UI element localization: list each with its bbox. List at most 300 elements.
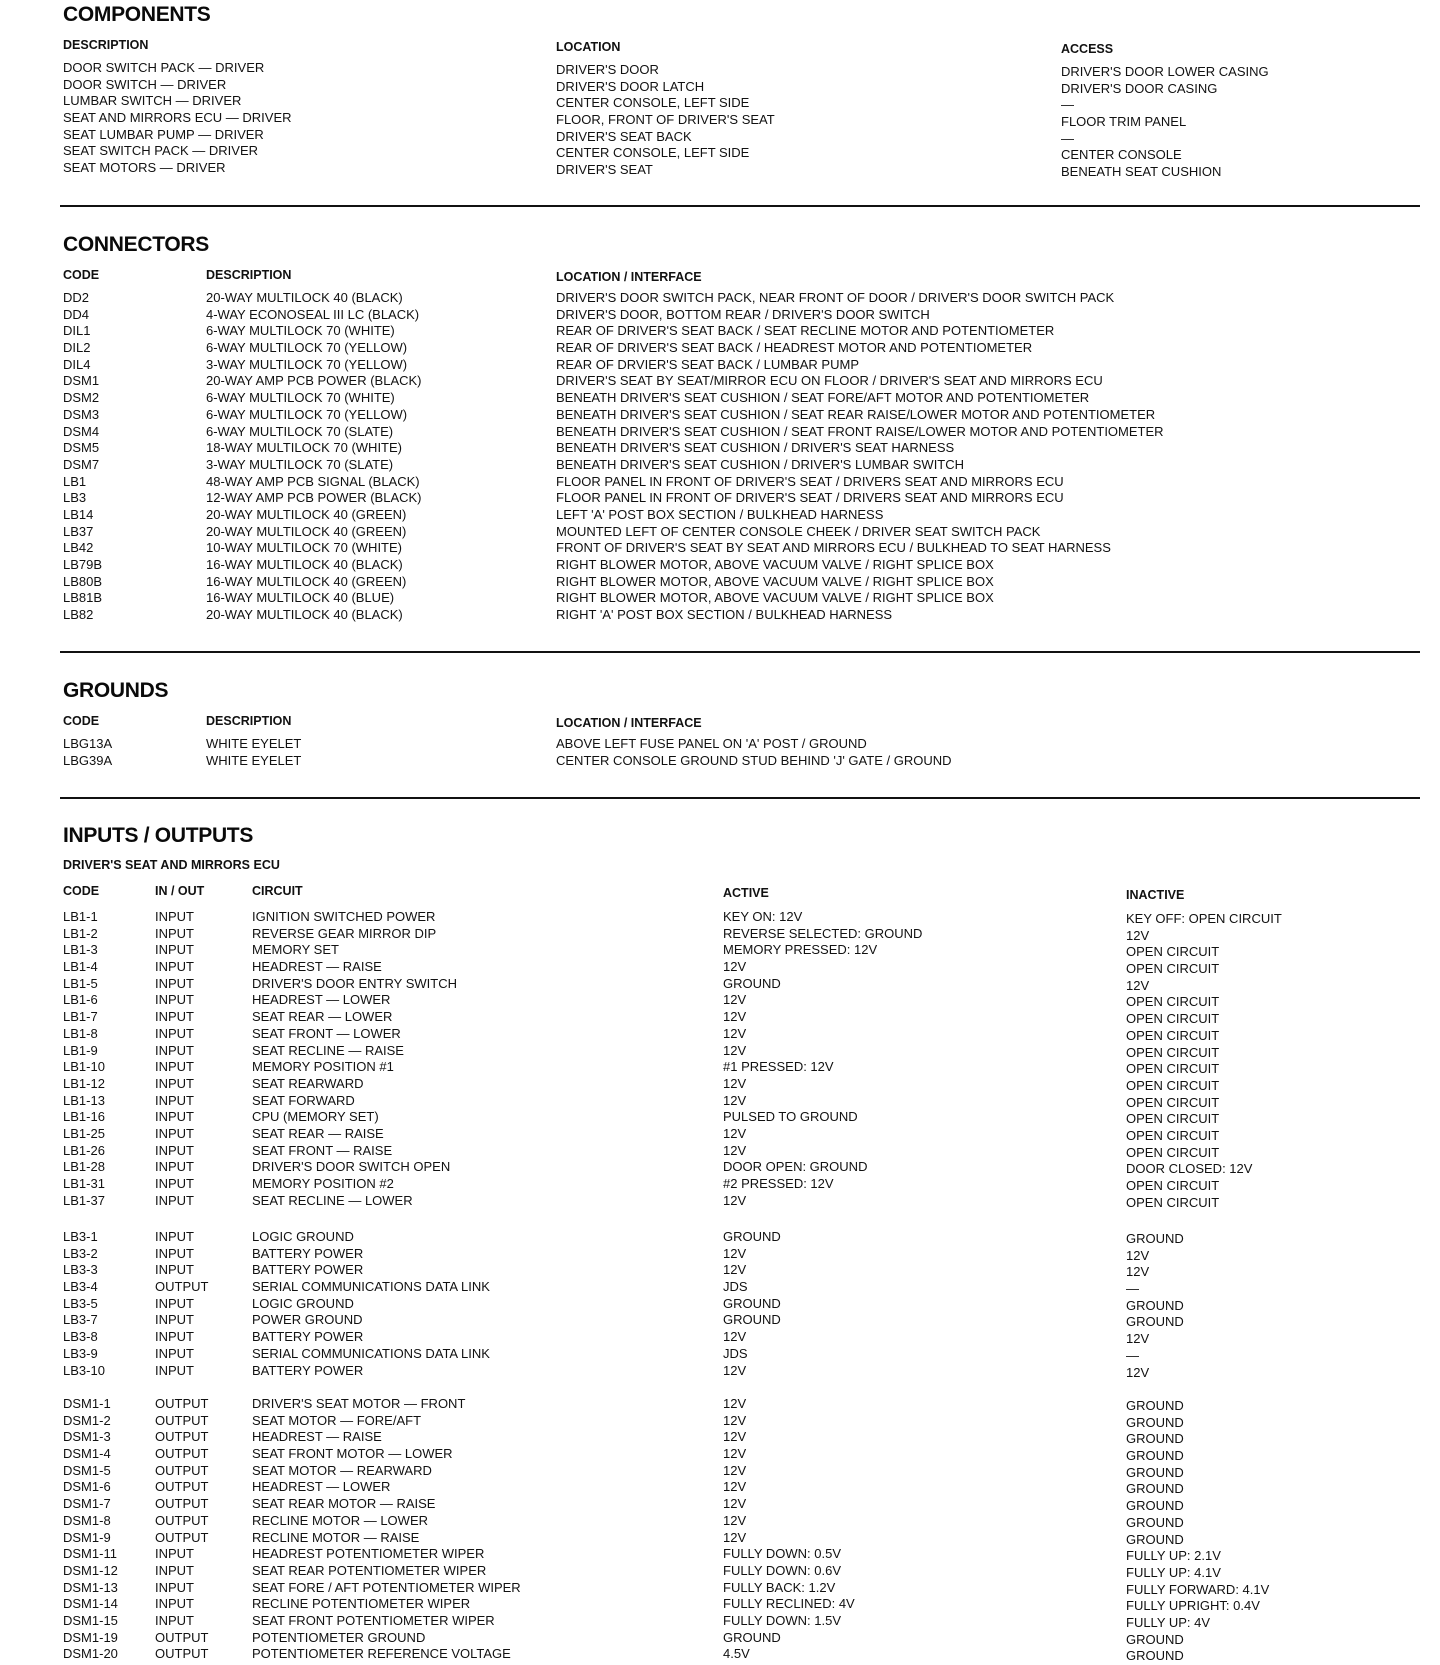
io-row bbox=[0, 1043, 1440, 1060]
io-row bbox=[0, 959, 1440, 976]
io-active: 12V bbox=[723, 1142, 747, 1158]
grounds-header-code: CODE bbox=[63, 714, 100, 728]
io-active: 12V bbox=[723, 1396, 747, 1411]
grounds-table bbox=[0, 736, 1440, 769]
connector-description: 6-WAY MULTILOCK 70 (WHITE) bbox=[206, 390, 395, 406]
io-inactive: GROUND bbox=[1126, 1464, 1184, 1480]
io-inout: OUTPUT bbox=[155, 1479, 209, 1495]
io-active: 4.5V bbox=[723, 1646, 750, 1662]
io-inout: INPUT bbox=[155, 1092, 194, 1108]
io-inactive: 12V bbox=[1126, 1264, 1150, 1280]
io-inout: INPUT bbox=[155, 1229, 194, 1244]
component-description: DOOR SWITCH — DRIVER bbox=[63, 76, 227, 92]
io-circuit: MEMORY POSITION #1 bbox=[252, 1059, 394, 1075]
connector-location: FRONT OF DRIVER'S SEAT BY SEAT AND MIRRORS ECU / BULKHEAD TO SEAT HARNESS bbox=[556, 540, 1111, 556]
io-code: LB3-9 bbox=[63, 1345, 98, 1361]
connector-row bbox=[0, 440, 1440, 457]
io-active: 12V bbox=[723, 1262, 747, 1278]
io-circuit: REVERSE GEAR MIRROR DIP bbox=[252, 925, 437, 941]
io-inout: INPUT bbox=[155, 959, 194, 975]
connector-location: BENEATH DRIVER'S SEAT CUSHION / SEAT REAR RAISE/LOWER MOTOR AND POTENTIOMETER bbox=[556, 406, 1156, 422]
component-description: LUMBAR SWITCH — DRIVER bbox=[63, 93, 242, 109]
io-row bbox=[0, 1312, 1440, 1329]
io-inout: INPUT bbox=[155, 1075, 194, 1091]
connector-description: 16-WAY MULTILOCK 40 (GREEN) bbox=[206, 573, 407, 589]
connector-code: DD4 bbox=[63, 306, 90, 322]
connector-description: 20-WAY MULTILOCK 40 (GREEN) bbox=[206, 523, 407, 539]
io-inactive: FULLY UP: 2.1V bbox=[1126, 1548, 1221, 1564]
connector-description: 6-WAY MULTILOCK 70 (YELLOW) bbox=[206, 340, 408, 356]
io-inactive: OPEN CIRCUIT bbox=[1126, 1178, 1220, 1193]
io-code: LB3-5 bbox=[63, 1295, 98, 1311]
io-code: DSM1-2 bbox=[63, 1412, 111, 1428]
io-active: GROUND bbox=[723, 975, 781, 991]
io-circuit: SERIAL COMMUNICATIONS DATA LINK bbox=[252, 1345, 490, 1361]
connector-description: 6-WAY MULTILOCK 70 (YELLOW) bbox=[206, 406, 408, 422]
components-location-list bbox=[556, 62, 775, 179]
io-code: LB3-4 bbox=[63, 1279, 98, 1295]
component-location: DRIVER'S SEAT bbox=[556, 162, 653, 178]
io-inout: INPUT bbox=[155, 1345, 194, 1361]
connectors-header-location: LOCATION / INTERFACE bbox=[556, 270, 702, 284]
io-code: LB1-1 bbox=[63, 909, 98, 924]
connector-row bbox=[0, 557, 1440, 574]
connector-row bbox=[0, 407, 1440, 424]
io-inout: INPUT bbox=[155, 1176, 194, 1191]
io-code: LB3-7 bbox=[63, 1312, 98, 1328]
io-row bbox=[0, 1109, 1440, 1126]
io-row bbox=[0, 1496, 1440, 1513]
io-active: 12V bbox=[723, 1009, 747, 1025]
connector-row bbox=[0, 474, 1440, 491]
io-row bbox=[0, 1363, 1440, 1380]
ground-location: CENTER CONSOLE GROUND STUD BEHIND 'J' GATE / GROUND bbox=[556, 752, 952, 768]
component-description: DOOR SWITCH PACK — DRIVER bbox=[63, 60, 265, 75]
io-circuit: SEAT FRONT — LOWER bbox=[252, 1025, 401, 1041]
io-active: 12V bbox=[723, 1092, 747, 1108]
io-circuit: DRIVER'S DOOR ENTRY SWITCH bbox=[252, 975, 457, 991]
connector-row bbox=[0, 507, 1440, 524]
io-row bbox=[0, 992, 1440, 1009]
io-code: DSM1-11 bbox=[63, 1546, 117, 1562]
io-row bbox=[0, 976, 1440, 993]
io-inout: INPUT bbox=[155, 1262, 194, 1278]
io-code: DSM1-15 bbox=[63, 1612, 118, 1628]
io-active: 12V bbox=[723, 1412, 747, 1428]
io-inactive: 12V bbox=[1126, 977, 1150, 993]
io-inout: OUTPUT bbox=[155, 1496, 209, 1512]
io-row bbox=[0, 1076, 1440, 1093]
io-circuit: CPU (MEMORY SET) bbox=[252, 1109, 379, 1125]
connector-location: FLOOR PANEL IN FRONT OF DRIVER'S SEAT / DRIVERS SEAT AND MIRRORS ECU bbox=[556, 473, 1064, 489]
io-row bbox=[0, 1329, 1440, 1346]
io-header-circuit: CIRCUIT bbox=[252, 884, 303, 898]
io-code: DSM1-3 bbox=[63, 1429, 111, 1445]
io-code: LB3-10 bbox=[63, 1362, 105, 1378]
io-circuit: SEAT REARWARD bbox=[252, 1075, 364, 1091]
io-active: 12V bbox=[723, 992, 747, 1008]
io-code: DSM1-7 bbox=[63, 1496, 111, 1512]
connector-description: 12-WAY AMP PCB POWER (BLACK) bbox=[206, 490, 422, 506]
io-active: MEMORY PRESSED: 12V bbox=[723, 942, 878, 958]
io-active: 12V bbox=[723, 1512, 747, 1528]
io-inout: INPUT bbox=[155, 1295, 194, 1311]
io-active: JDS bbox=[723, 1345, 748, 1361]
io-inout: INPUT bbox=[155, 1329, 194, 1345]
io-row bbox=[0, 1346, 1440, 1363]
components-header-access: ACCESS bbox=[1061, 42, 1114, 56]
io-inout: INPUT bbox=[155, 1109, 194, 1125]
io-row bbox=[0, 1479, 1440, 1496]
io-active: FULLY RECLINED: 4V bbox=[723, 1596, 855, 1612]
connector-code: LB79B bbox=[63, 557, 103, 572]
io-inactive: 12V bbox=[1126, 1364, 1150, 1380]
connector-row bbox=[0, 323, 1440, 340]
io-circuit: HEADREST — RAISE bbox=[252, 959, 382, 975]
io-row bbox=[0, 1563, 1440, 1580]
ground-description: WHITE EYELET bbox=[206, 736, 302, 751]
io-active: 12V bbox=[723, 1042, 747, 1058]
io-header-active: ACTIVE bbox=[723, 886, 769, 900]
io-row bbox=[0, 909, 1440, 926]
connector-code: LB37 bbox=[63, 523, 94, 539]
component-access: CENTER CONSOLE bbox=[1061, 147, 1182, 163]
io-inactive: OPEN CIRCUIT bbox=[1126, 1011, 1220, 1027]
connector-code: LB42 bbox=[63, 540, 94, 556]
io-code: LB1-5 bbox=[63, 975, 98, 991]
component-location: CENTER CONSOLE, LEFT SIDE bbox=[556, 95, 750, 111]
io-inactive: OPEN CIRCUIT bbox=[1126, 944, 1220, 960]
io-inout: INPUT bbox=[155, 1596, 194, 1612]
io-row bbox=[0, 1463, 1440, 1480]
connector-location: DRIVER'S DOOR, BOTTOM REAR / DRIVER'S DOOR SWITCH bbox=[556, 306, 930, 322]
component-access: FLOOR TRIM PANEL bbox=[1061, 114, 1187, 130]
io-inactive: OPEN CIRCUIT bbox=[1126, 1061, 1220, 1077]
io-active: 12V bbox=[723, 1025, 747, 1041]
io-circuit: LOGIC GROUND bbox=[252, 1295, 354, 1311]
component-location: DRIVER'S DOOR LATCH bbox=[556, 78, 705, 94]
io-code: DSM1-20 bbox=[63, 1646, 118, 1662]
io-inactive: — bbox=[1126, 1281, 1139, 1297]
io-inout: OUTPUT bbox=[155, 1629, 209, 1645]
connectors-header-code: CODE bbox=[63, 268, 100, 282]
io-code: LB1-37 bbox=[63, 1192, 105, 1208]
io-inout: INPUT bbox=[155, 1025, 194, 1041]
io-code: LB1-28 bbox=[63, 1159, 105, 1175]
io-active: FULLY DOWN: 1.5V bbox=[723, 1612, 841, 1628]
io-circuit: SEAT MOTOR — FORE/AFT bbox=[252, 1412, 422, 1428]
io-table-group-lb3 bbox=[0, 1229, 1440, 1379]
components-access-list bbox=[1061, 64, 1269, 181]
io-circuit: HEADREST POTENTIOMETER WIPER bbox=[252, 1546, 485, 1562]
io-table-group-dsm1 bbox=[0, 1396, 1440, 1663]
io-active: 12V bbox=[723, 1362, 747, 1378]
connector-row bbox=[0, 373, 1440, 390]
io-inactive: — bbox=[1126, 1347, 1139, 1363]
connector-description: 20-WAY AMP PCB POWER (BLACK) bbox=[206, 373, 422, 389]
connector-row bbox=[0, 607, 1440, 624]
connector-description: 20-WAY MULTILOCK 40 (BLACK) bbox=[206, 290, 403, 305]
io-inout: OUTPUT bbox=[155, 1646, 209, 1662]
io-code: LB1-10 bbox=[63, 1059, 105, 1075]
io-circuit: HEADREST — RAISE bbox=[252, 1429, 382, 1445]
connector-description: 16-WAY MULTILOCK 40 (BLUE) bbox=[206, 590, 395, 606]
io-row bbox=[0, 1546, 1440, 1563]
io-code: LB3-3 bbox=[63, 1262, 98, 1278]
connector-location: DRIVER'S SEAT BY SEAT/MIRROR ECU ON FLOOR / DRIVER'S SEAT AND MIRRORS ECU bbox=[556, 373, 1103, 389]
connector-location: RIGHT BLOWER MOTOR, ABOVE VACUUM VALVE / RIGHT SPLICE BOX bbox=[556, 573, 994, 589]
io-inactive: GROUND bbox=[1126, 1498, 1184, 1514]
io-code: LB1-13 bbox=[63, 1092, 105, 1108]
io-inactive: OPEN CIRCUIT bbox=[1126, 1127, 1220, 1143]
io-inactive: OPEN CIRCUIT bbox=[1126, 961, 1220, 977]
component-location: DRIVER'S DOOR bbox=[556, 62, 659, 77]
io-code: DSM1-12 bbox=[63, 1562, 118, 1578]
connector-code: LB1 bbox=[63, 473, 87, 489]
io-inactive: OPEN CIRCUIT bbox=[1126, 1027, 1220, 1043]
io-inactive: 12V bbox=[1126, 1331, 1150, 1347]
io-active: 12V bbox=[723, 1462, 747, 1478]
io-inactive: GROUND bbox=[1126, 1314, 1184, 1330]
io-inactive: 12V bbox=[1126, 927, 1150, 943]
io-row bbox=[0, 1630, 1440, 1647]
io-active: #1 PRESSED: 12V bbox=[723, 1059, 834, 1075]
components-header-description: DESCRIPTION bbox=[63, 38, 149, 52]
components-title: COMPONENTS bbox=[63, 3, 211, 26]
io-row bbox=[0, 1596, 1440, 1613]
connector-description: 6-WAY MULTILOCK 70 (SLATE) bbox=[206, 423, 394, 439]
io-inout: INPUT bbox=[155, 909, 194, 924]
io-code: DSM1-14 bbox=[63, 1596, 118, 1612]
connector-location: BENEATH DRIVER'S SEAT CUSHION / DRIVER'S LUMBAR SWITCH bbox=[556, 456, 965, 472]
io-active: FULLY DOWN: 0.5V bbox=[723, 1546, 841, 1562]
io-active: 12V bbox=[723, 1429, 747, 1445]
io-code: DSM1-9 bbox=[63, 1529, 111, 1545]
io-circuit: DRIVER'S SEAT MOTOR — FRONT bbox=[252, 1396, 466, 1411]
io-row bbox=[0, 926, 1440, 943]
io-circuit: SEAT FORWARD bbox=[252, 1092, 355, 1108]
ground-code: LBG13A bbox=[63, 736, 113, 751]
io-code: LB1-25 bbox=[63, 1125, 105, 1141]
section-divider bbox=[60, 797, 1420, 799]
io-inactive: GROUND bbox=[1126, 1448, 1184, 1464]
io-row bbox=[0, 1446, 1440, 1463]
ground-code: LBG39A bbox=[63, 752, 113, 768]
io-subtitle: DRIVER'S SEAT AND MIRRORS ECU bbox=[63, 858, 280, 872]
io-inactive: OPEN CIRCUIT bbox=[1126, 1144, 1220, 1160]
component-access: — bbox=[1061, 97, 1074, 113]
connector-code: LB82 bbox=[63, 607, 94, 623]
component-access: — bbox=[1061, 130, 1074, 146]
connector-row bbox=[0, 307, 1440, 324]
io-row bbox=[0, 1279, 1440, 1296]
io-circuit: IGNITION SWITCHED POWER bbox=[252, 909, 436, 924]
io-code: DSM1-6 bbox=[63, 1479, 111, 1495]
io-active: 12V bbox=[723, 1479, 747, 1495]
io-circuit: SEAT RECLINE — RAISE bbox=[252, 1042, 404, 1058]
io-row bbox=[0, 1093, 1440, 1110]
io-code: LB1-12 bbox=[63, 1075, 105, 1091]
grounds-header-description: DESCRIPTION bbox=[206, 714, 292, 728]
io-active: REVERSE SELECTED: GROUND bbox=[723, 925, 923, 941]
io-inactive: OPEN CIRCUIT bbox=[1126, 1194, 1220, 1210]
io-circuit: SEAT REAR — RAISE bbox=[252, 1125, 384, 1141]
io-circuit: BATTERY POWER bbox=[252, 1362, 364, 1378]
io-inactive: OPEN CIRCUIT bbox=[1126, 1077, 1220, 1093]
io-inout: OUTPUT bbox=[155, 1396, 209, 1411]
io-row bbox=[0, 1159, 1440, 1176]
io-row bbox=[0, 1396, 1440, 1413]
io-circuit: MEMORY SET bbox=[252, 942, 339, 958]
connector-description: 6-WAY MULTILOCK 70 (WHITE) bbox=[206, 323, 395, 339]
io-circuit: HEADREST — LOWER bbox=[252, 1479, 391, 1495]
io-circuit: LOGIC GROUND bbox=[252, 1229, 354, 1244]
io-circuit: MEMORY POSITION #2 bbox=[252, 1176, 394, 1191]
io-active: FULLY BACK: 1.2V bbox=[723, 1579, 836, 1595]
io-inactive: FULLY UPRIGHT: 0.4V bbox=[1126, 1598, 1260, 1614]
io-inout: INPUT bbox=[155, 1042, 194, 1058]
io-inactive: GROUND bbox=[1126, 1631, 1184, 1647]
io-row bbox=[0, 1176, 1440, 1193]
io-code: LB1-8 bbox=[63, 1025, 98, 1041]
connector-code: DSM5 bbox=[63, 440, 100, 456]
io-row bbox=[0, 1580, 1440, 1597]
io-row bbox=[0, 1613, 1440, 1630]
io-inout: INPUT bbox=[155, 925, 194, 941]
io-active: #2 PRESSED: 12V bbox=[723, 1176, 834, 1191]
io-inactive: OPEN CIRCUIT bbox=[1126, 994, 1220, 1010]
io-code: DSM1-5 bbox=[63, 1462, 111, 1478]
connector-location: RIGHT 'A' POST BOX SECTION / BULKHEAD HARNESS bbox=[556, 607, 893, 623]
io-row bbox=[0, 1009, 1440, 1026]
io-active: KEY ON: 12V bbox=[723, 909, 803, 924]
ground-description: WHITE EYELET bbox=[206, 752, 302, 768]
connector-row bbox=[0, 424, 1440, 441]
io-inout: INPUT bbox=[155, 1579, 194, 1595]
io-inout: INPUT bbox=[155, 1312, 194, 1328]
connector-location: LEFT 'A' POST BOX SECTION / BULKHEAD HARNESS bbox=[556, 506, 884, 522]
io-active: GROUND bbox=[723, 1312, 781, 1328]
connector-description: 3-WAY MULTILOCK 70 (YELLOW) bbox=[206, 356, 408, 372]
io-circuit: POWER GROUND bbox=[252, 1312, 363, 1328]
connector-location: FLOOR PANEL IN FRONT OF DRIVER'S SEAT / DRIVERS SEAT AND MIRRORS ECU bbox=[556, 490, 1064, 506]
io-circuit: POTENTIOMETER GROUND bbox=[252, 1629, 426, 1645]
io-circuit: POTENTIOMETER REFERENCE VOLTAGE bbox=[252, 1646, 511, 1662]
io-code: DSM1-1 bbox=[63, 1396, 111, 1411]
io-inout: OUTPUT bbox=[155, 1529, 209, 1545]
io-inout: OUTPUT bbox=[155, 1412, 209, 1428]
io-inactive: GROUND bbox=[1126, 1648, 1184, 1664]
connector-description: 10-WAY MULTILOCK 70 (WHITE) bbox=[206, 540, 402, 556]
io-code: LB1-4 bbox=[63, 959, 98, 975]
io-inout: INPUT bbox=[155, 1245, 194, 1261]
io-circuit: BATTERY POWER bbox=[252, 1329, 364, 1345]
io-row bbox=[0, 1026, 1440, 1043]
connector-row bbox=[0, 490, 1440, 507]
connector-row bbox=[0, 290, 1440, 307]
component-access: BENEATH SEAT CUSHION bbox=[1061, 164, 1222, 180]
io-inout: INPUT bbox=[155, 1192, 194, 1208]
io-circuit: SEAT FRONT MOTOR — LOWER bbox=[252, 1446, 453, 1462]
io-circuit: SEAT REAR MOTOR — RAISE bbox=[252, 1496, 436, 1512]
io-header-inout: IN / OUT bbox=[155, 884, 205, 898]
connector-description: 3-WAY MULTILOCK 70 (SLATE) bbox=[206, 456, 394, 472]
io-active: GROUND bbox=[723, 1295, 781, 1311]
io-code: LB3-2 bbox=[63, 1245, 98, 1261]
connector-code: LB81B bbox=[63, 590, 103, 606]
io-inactive: OPEN CIRCUIT bbox=[1126, 1111, 1220, 1127]
io-active: PULSED TO GROUND bbox=[723, 1109, 858, 1125]
io-row bbox=[0, 1530, 1440, 1547]
io-active: 12V bbox=[723, 1192, 747, 1208]
io-circuit: HEADREST — LOWER bbox=[252, 992, 391, 1008]
io-active: FULLY DOWN: 0.6V bbox=[723, 1562, 841, 1578]
connector-location: REAR OF DRIVER'S SEAT BACK / SEAT RECLINE MOTOR AND POTENTIOMETER bbox=[556, 323, 1055, 339]
io-code: DSM1-13 bbox=[63, 1579, 118, 1595]
io-code: DSM1-8 bbox=[63, 1512, 111, 1528]
io-circuit: SEAT FORE / AFT POTENTIOMETER WIPER bbox=[252, 1579, 521, 1595]
io-code: LB1-7 bbox=[63, 1009, 98, 1025]
ground-location: ABOVE LEFT FUSE PANEL ON 'A' POST / GROUND bbox=[556, 736, 867, 751]
io-inout: OUTPUT bbox=[155, 1279, 209, 1295]
component-access: DRIVER'S DOOR LOWER CASING bbox=[1061, 64, 1269, 79]
connector-row bbox=[0, 540, 1440, 557]
io-inout: OUTPUT bbox=[155, 1512, 209, 1528]
component-location: DRIVER'S SEAT BACK bbox=[556, 128, 692, 144]
grounds-header-location: LOCATION / INTERFACE bbox=[556, 716, 702, 730]
io-code: LB3-8 bbox=[63, 1329, 98, 1345]
connector-description: 18-WAY MULTILOCK 70 (WHITE) bbox=[206, 440, 402, 456]
io-inout: INPUT bbox=[155, 992, 194, 1008]
io-inout: OUTPUT bbox=[155, 1429, 209, 1445]
io-inout: INPUT bbox=[155, 1546, 194, 1562]
component-description: SEAT LUMBAR PUMP — DRIVER bbox=[63, 126, 264, 142]
component-access: DRIVER'S DOOR CASING bbox=[1061, 80, 1218, 96]
io-circuit: SEAT FRONT — RAISE bbox=[252, 1142, 393, 1158]
io-inout: OUTPUT bbox=[155, 1446, 209, 1462]
io-active: 12V bbox=[723, 1446, 747, 1462]
io-circuit: SEAT RECLINE — LOWER bbox=[252, 1192, 413, 1208]
connector-location: RIGHT BLOWER MOTOR, ABOVE VACUUM VALVE / RIGHT SPLICE BOX bbox=[556, 557, 994, 572]
io-active: 12V bbox=[723, 1496, 747, 1512]
io-code: LB1-2 bbox=[63, 925, 98, 941]
connector-location: REAR OF DRVIER'S SEAT BACK / LUMBAR PUMP bbox=[556, 356, 859, 372]
io-inactive: DOOR CLOSED: 12V bbox=[1126, 1161, 1253, 1177]
io-inactive: GROUND bbox=[1126, 1531, 1184, 1547]
io-circuit: SEAT MOTOR — REARWARD bbox=[252, 1462, 432, 1478]
io-code: DSM1-19 bbox=[63, 1629, 118, 1645]
io-inout: OUTPUT bbox=[155, 1462, 209, 1478]
io-inactive: GROUND bbox=[1126, 1431, 1184, 1447]
io-active: 12V bbox=[723, 959, 747, 975]
io-circuit: SEAT REAR POTENTIOMETER WIPER bbox=[252, 1562, 487, 1578]
io-row bbox=[0, 1246, 1440, 1263]
connector-row bbox=[0, 574, 1440, 591]
components-description-list bbox=[63, 60, 292, 177]
component-location: CENTER CONSOLE, LEFT SIDE bbox=[556, 145, 750, 161]
io-circuit: SEAT REAR — LOWER bbox=[252, 1009, 393, 1025]
connector-code: DSM3 bbox=[63, 406, 100, 422]
io-active: 12V bbox=[723, 1245, 747, 1261]
io-title: INPUTS / OUTPUTS bbox=[63, 824, 254, 847]
io-row bbox=[0, 1429, 1440, 1446]
io-header-inactive: INACTIVE bbox=[1126, 888, 1185, 902]
connector-code: DIL2 bbox=[63, 340, 91, 356]
component-description: SEAT SWITCH PACK — DRIVER bbox=[63, 143, 259, 159]
component-location: FLOOR, FRONT OF DRIVER'S SEAT bbox=[556, 112, 775, 128]
io-code: LB1-3 bbox=[63, 942, 98, 958]
connector-location: RIGHT BLOWER MOTOR, ABOVE VACUUM VALVE / RIGHT SPLICE BOX bbox=[556, 590, 994, 606]
